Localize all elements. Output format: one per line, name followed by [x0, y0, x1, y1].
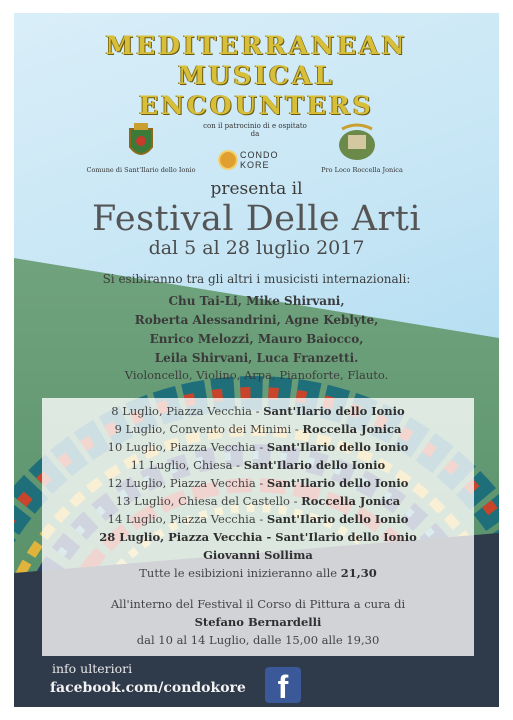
title-line-2: MUSICAL [177, 61, 336, 90]
schedule-row [42, 458, 474, 472]
title-line-1: MEDITERRANEAN [105, 31, 408, 60]
schedule-town: Sant'Ilario dello Ionio [243, 458, 386, 472]
schedule-town: Roccella Jonica [302, 422, 402, 436]
schedule-town: Sant'Ilario dello Ionio [266, 512, 409, 526]
instruments-text: Violoncello, Violino, Arpa, Pianoforte, Flauto. [124, 368, 389, 382]
poster [14, 13, 499, 707]
schedule-date-place: 12 Luglio, Piazza Vecchia - [107, 476, 267, 490]
schedule-row [42, 404, 474, 418]
course-dates: dal 10 al 14 Luglio, dalle 15,00 alle 19,30 [136, 633, 380, 647]
schedule-row [42, 476, 474, 490]
musicians-line-2: Roberta Alessandrini, Agne Keblyte, [134, 313, 379, 327]
schedule-row [42, 530, 474, 544]
schedule-town: Sant'Ilario dello Ionio [263, 404, 405, 418]
course-teacher: Stefano Bernardelli [194, 615, 322, 629]
festival-dates: dal 5 al 28 luglio 2017 [148, 237, 365, 259]
schedule-town: 28 Luglio, Piazza Vecchia - Sant'Ilario dello Ionio [99, 530, 417, 544]
info-label: info ulteriori [52, 661, 133, 676]
proloco-caption: Pro Loco Roccella Jonica [321, 166, 403, 174]
schedule-date-place: 13 Luglio, Chiesa del Castello - [115, 494, 302, 508]
facebook-link[interactable]: facebook.com/condokore [50, 680, 246, 696]
start-time-value: 21,30 [340, 566, 377, 580]
proloco-emblem-icon [336, 123, 378, 163]
schedule-date-place: 10 Luglio, Piazza Vecchia - [107, 440, 267, 454]
schedule-list [42, 398, 474, 656]
musicians-line-1: Chu Tai-Li, Mike Shirvani, [168, 294, 345, 308]
condokore-logo [220, 150, 294, 172]
musicians-line-4: Leila Shirvani, Luca Franzetti. [154, 351, 359, 365]
title-line-3: ENCOUNTERS [139, 91, 374, 120]
comune-crest-icon [126, 121, 156, 163]
musicians-line-3: Enrico Melozzi, Mauro Baiocco, [149, 332, 364, 346]
schedule-town: Sant'Ilario dello Ionio [266, 476, 409, 490]
schedule-date-place: 14 Luglio, Piazza Vecchia - [107, 512, 267, 526]
intro-text: Si esibiranno tra gli altri i musicisti internazionali: [102, 272, 411, 286]
start-time-prefix: Tutte le esibizioni inizieranno alle [139, 566, 341, 580]
course-line: All'interno del Festival il Corso di Pittura a cura di [110, 597, 406, 611]
final-artist: Giovanni Sollima [203, 548, 313, 562]
presents-text: presenta il [210, 179, 303, 199]
schedule-town: Sant'Ilario dello Ionio [266, 440, 409, 454]
condokore-brand-text: CONDO KORE [240, 150, 279, 170]
facebook-icon[interactable]: f [265, 667, 301, 703]
schedule-row [42, 440, 474, 454]
comune-caption: Comune di Sant'Ilario dello Ionio [86, 166, 196, 174]
schedule-date-place: 11 Luglio, Chiesa - [130, 458, 244, 472]
patronage-text: con il patrocinio di e ospitato da [203, 122, 307, 138]
schedule-town: Roccella Jonica [301, 494, 401, 508]
schedule-row [42, 512, 474, 526]
schedule-date-place: 8 Luglio, Piazza Vecchia - [111, 404, 264, 418]
start-time-line [42, 566, 474, 580]
schedule-row [42, 422, 474, 436]
condokore-sun-icon [220, 152, 236, 168]
festival-title: Festival Delle Arti [91, 199, 422, 239]
schedule-date-place: 9 Luglio, Convento dei Minimi - [114, 422, 303, 436]
schedule-row [42, 494, 474, 508]
